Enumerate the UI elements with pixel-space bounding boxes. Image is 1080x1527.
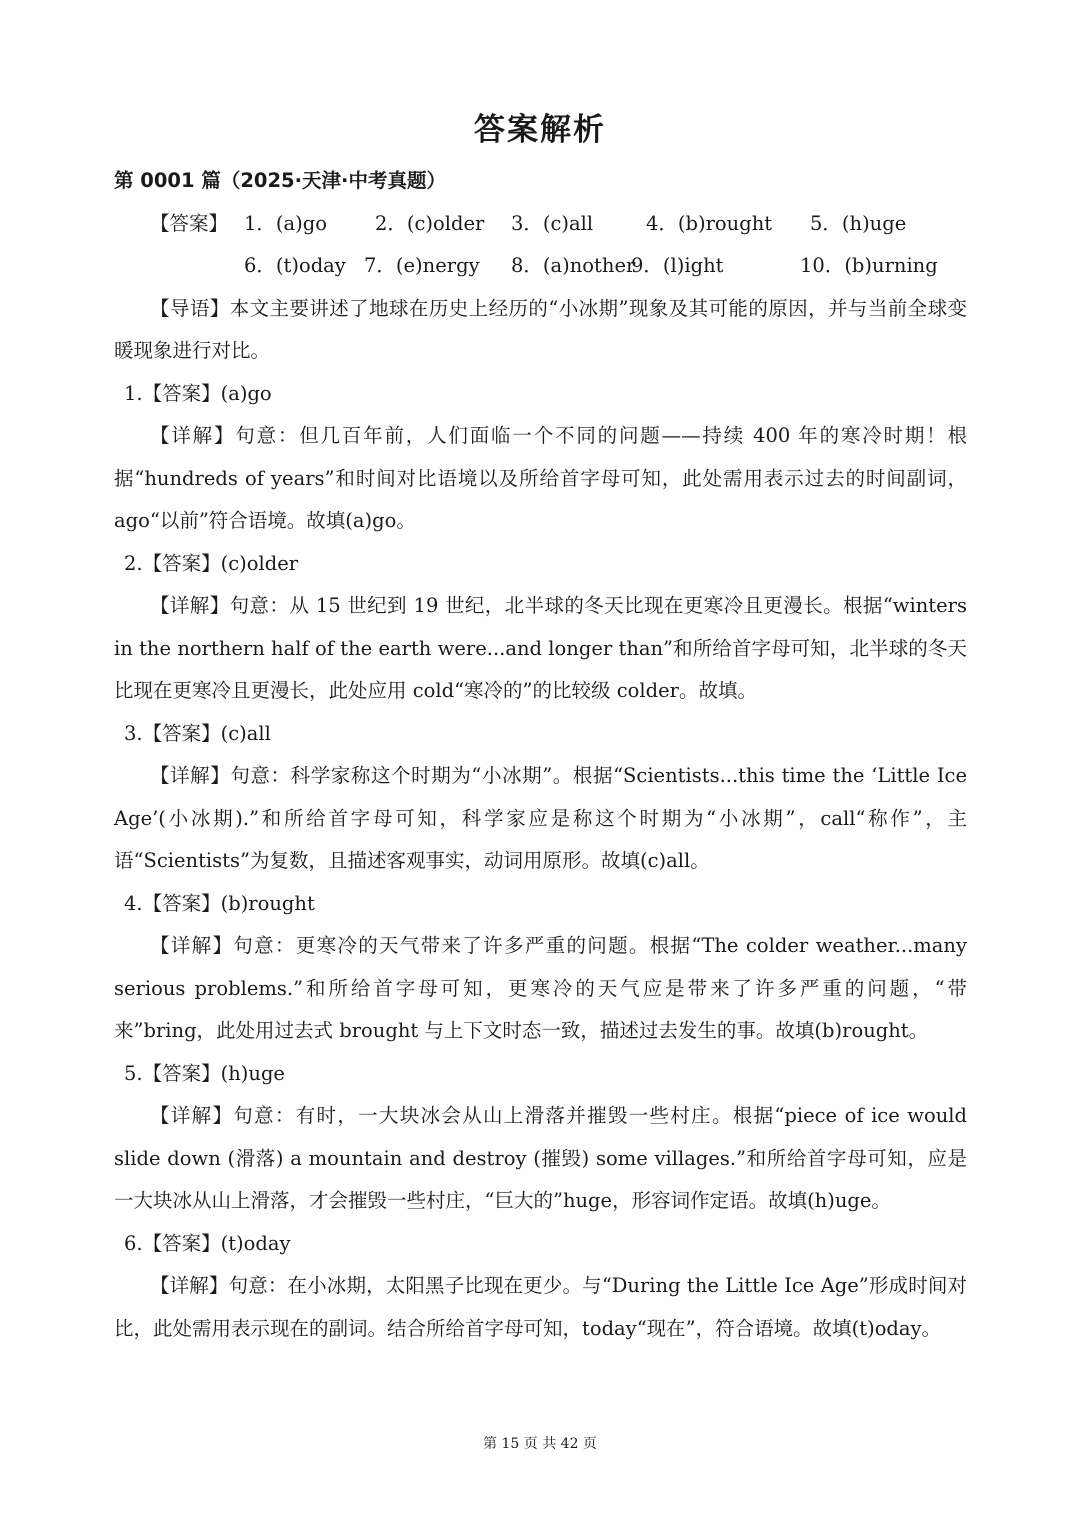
page-title: 答案解析 <box>474 112 606 148</box>
question-answer-5: 5.【答案】(h)uge <box>124 1061 285 1085</box>
answer-key-item: 5．(h)uge <box>810 211 907 235</box>
question-answer-2: 2.【答案】(c)older <box>124 551 299 575</box>
question-detail-4: 【详解】句意：更寒冷的天气带来了许多严重的问题。根据“The colder weather...many serious problems.”和所给首字母可知，更寒冷的天气应是带来了许多严重的问题，“带来”bring，此处用过去式 brought 与上下文时态一致，描述过去发生的事。故填(b)rought。 <box>114 934 967 1042</box>
answer-key-item: 8．(a)nother <box>511 254 636 277</box>
answer-key-item: 9．(l)ight <box>631 254 724 277</box>
answer-key-item: 6．(t)oday <box>244 254 346 277</box>
answer-key-row-2 <box>114 245 967 288</box>
question-answer-4: 4.【答案】(b)rought <box>124 891 315 915</box>
answer-key-item: 4．(b)rought <box>646 211 773 235</box>
answer-key-item: 10．(b)urning <box>800 254 938 277</box>
question-answer-1: 1.【答案】(a)go <box>124 381 272 405</box>
section-heading: 第 0001 篇（2025·天津·中考真题） <box>114 169 446 192</box>
answer-key-row-1 <box>114 203 967 246</box>
answer-key-item: 3．(c)all <box>511 211 594 235</box>
question-answer-6: 6.【答案】(t)oday <box>124 1231 291 1255</box>
question-answer-3: 3.【答案】(c)all <box>124 721 271 745</box>
question-detail-3: 【详解】句意：科学家称这个时期为“小冰期”。根据“Scientists...this time the ‘Little Ice Age’(小冰期).”和所给首字母可知，科学家应是称这个时期为“小冰期”，call“称作”，主语“Scientists”为复数，且描述客观事实，动词用原形。故填(c)all。 <box>114 764 967 872</box>
answer-content <box>114 160 967 1350</box>
question-detail-1: 【详解】句意：但几百年前，人们面临一个不同的问题——持续 400 年的寒冷时期！根据“hundreds of years”和时间对比语境以及所给首字母可知，此处需用表示过去的时间副词，ago“以前”符合语境。故填(a)go。 <box>114 424 967 532</box>
page-footer: 第 15 页 共 42 页 <box>483 1436 597 1452</box>
question-detail-5: 【详解】句意：有时，一大块冰会从山上滑落并摧毁一些村庄。根据“piece of ice would slide down (滑落) a mountain and destroy (摧毁) some villages.”和所给首字母可知，应是一大块冰从山上滑落，才会摧毁一些村庄，“巨大的”huge，形容词作定语。故填(h)uge。 <box>114 1104 967 1212</box>
intro-paragraph: 【导语】本文主要讲述了地球在历史上经历的“小冰期”现象及其可能的原因，并与当前全球变暖现象进行对比。 <box>114 296 967 362</box>
answer-key-item: 1．(a)go <box>244 211 327 235</box>
question-detail-6: 【详解】句意：在小冰期，太阳黑子比现在更少。与“During the Little Ice Age”形成时间对比，此处需用表示现在的副词。结合所给首字母可知，today“现在”，符合语境。故填(t)oday。 <box>114 1274 967 1340</box>
answer-key-item: 7．(e)nergy <box>364 254 480 277</box>
question-detail-2: 【详解】句意：从 15 世纪到 19 世纪，北半球的冬天比现在更寒冷且更漫长。根据“winters in the northern half of the earth were...and longer than”和所给首字母可知，北半球的冬天比现在更寒冷且更漫长，此处应用 cold“寒冷的”的比较级 colder。故填。 <box>114 594 967 702</box>
answer-key-label: 【答案】 <box>150 211 229 235</box>
answer-key-item: 2．(c)older <box>375 211 485 235</box>
